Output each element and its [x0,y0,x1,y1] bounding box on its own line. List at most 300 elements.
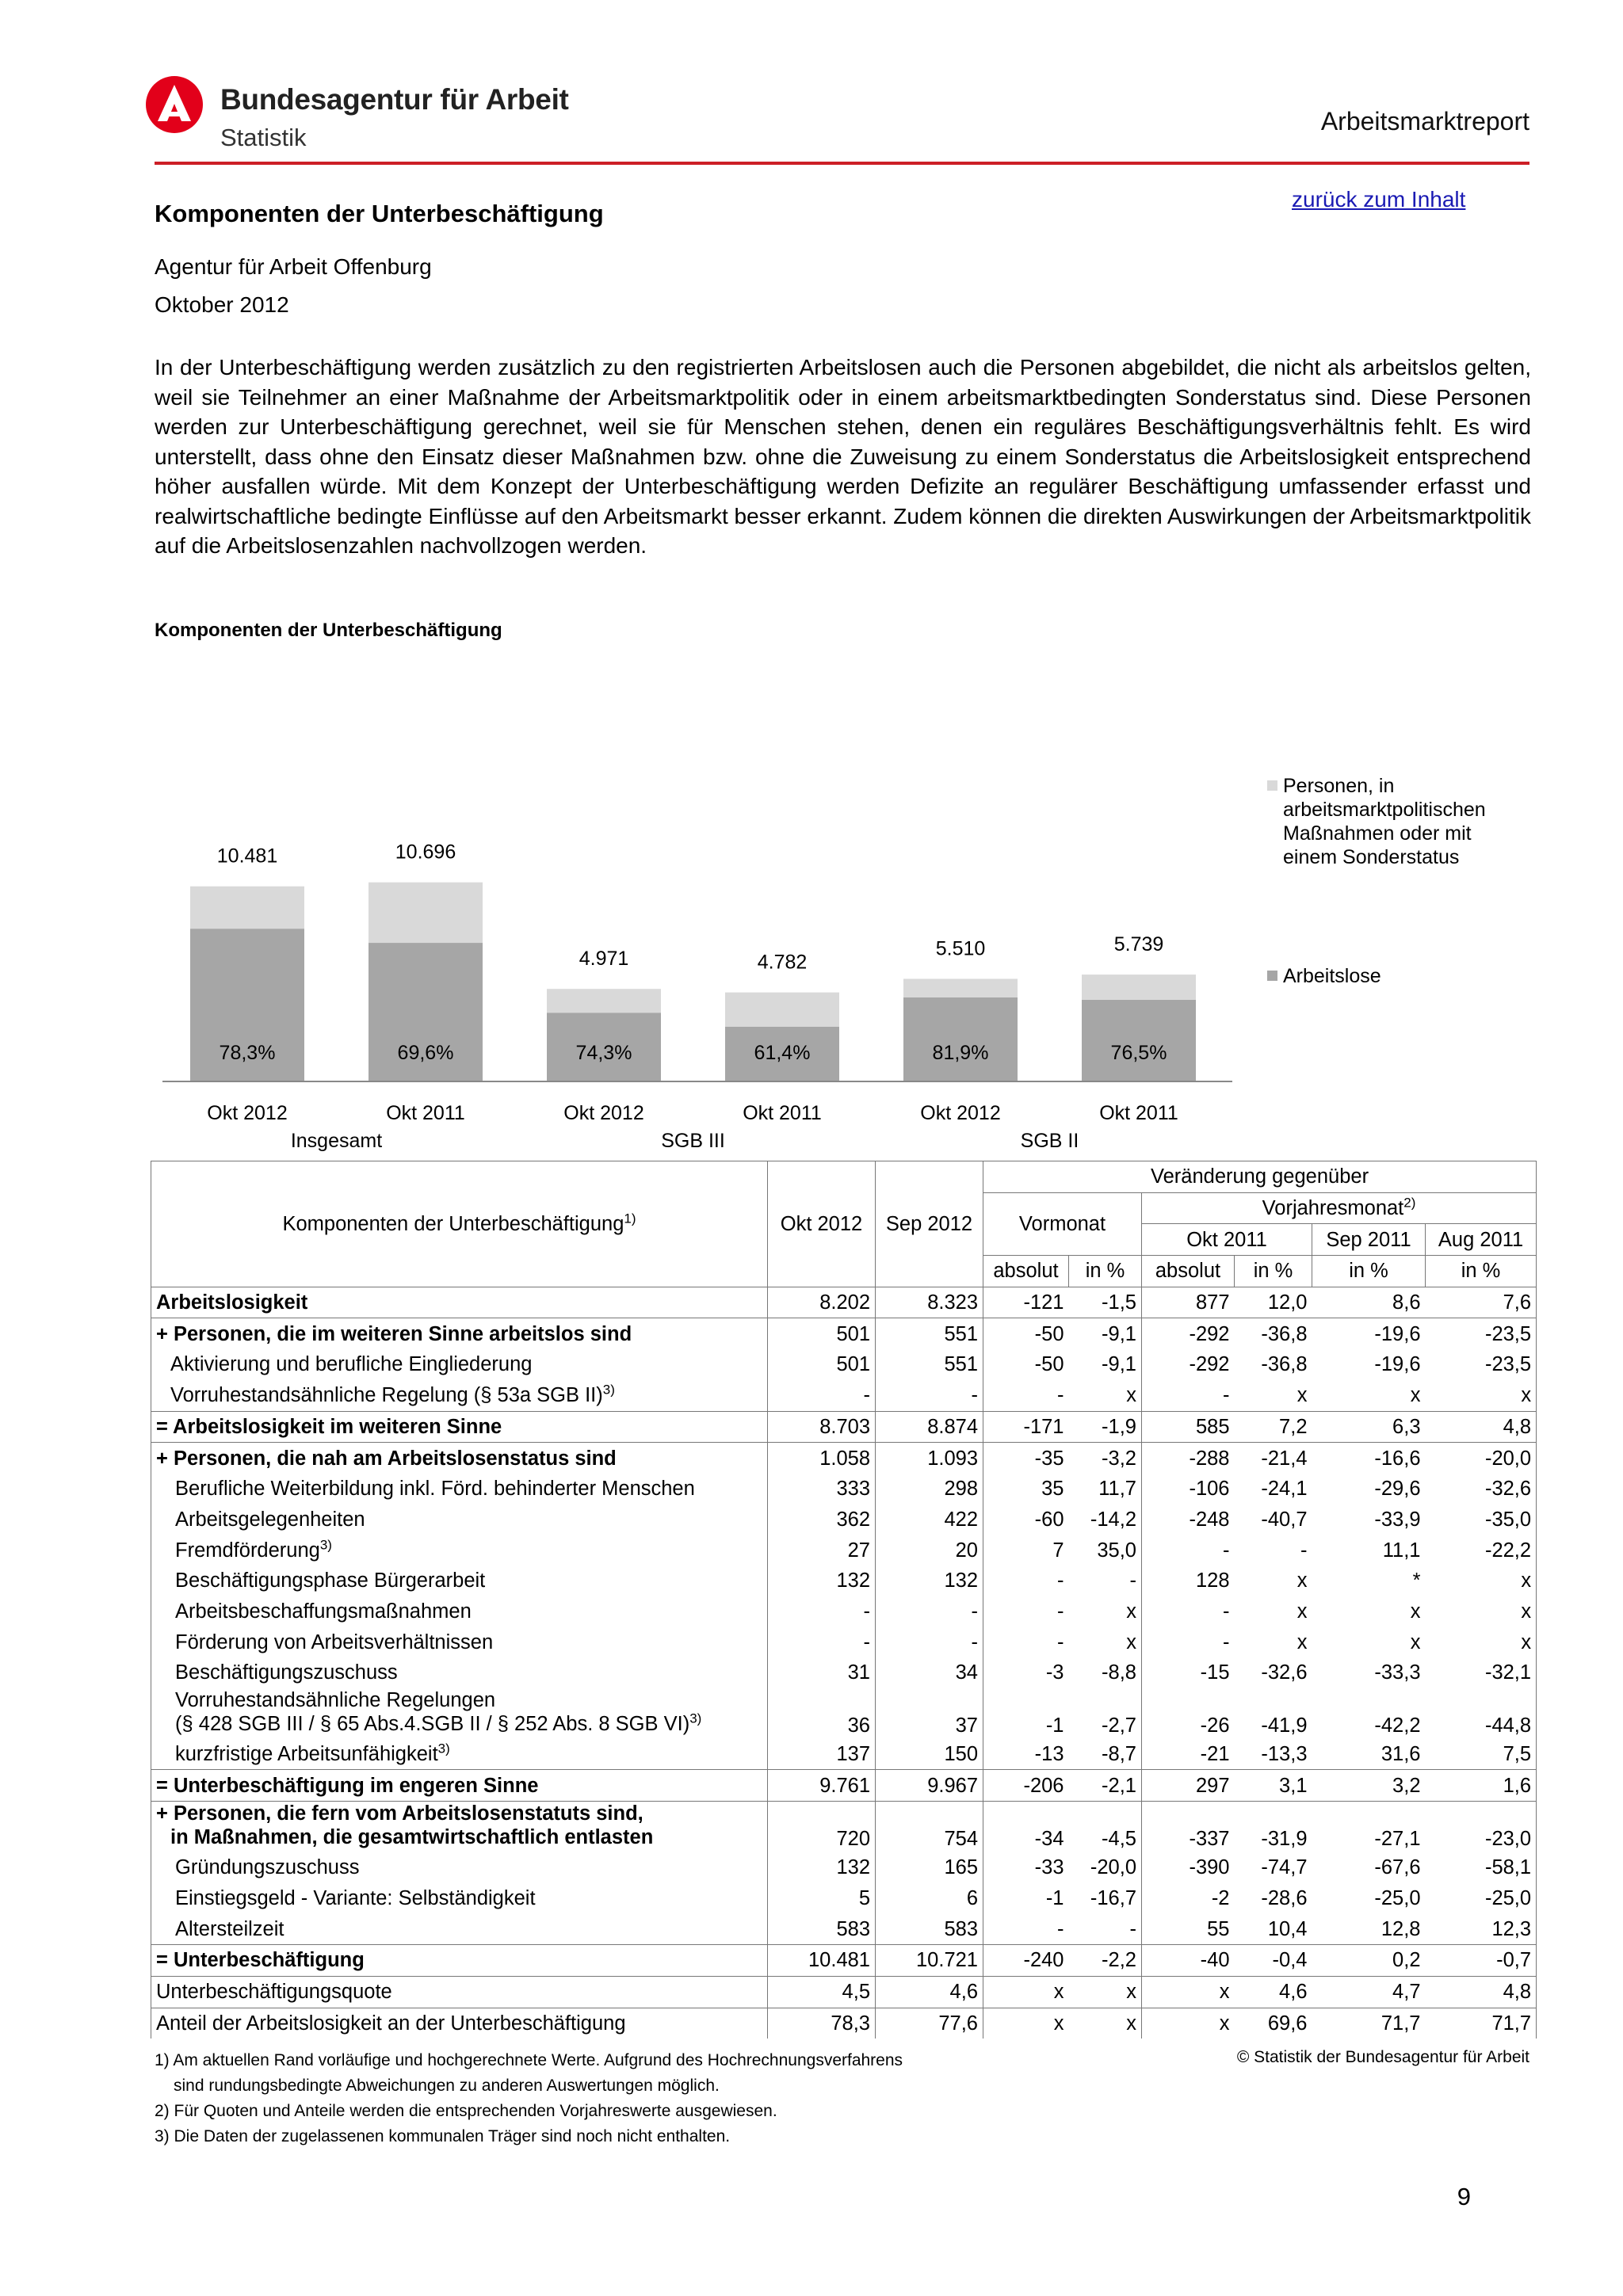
bar-segment-massnahmen [369,883,483,943]
table-cell: -34 [983,1802,1069,1853]
table-cell: * [1412,1569,1421,1592]
table-cell: -14,2 [1090,1508,1136,1531]
share-label: 74,3% [575,1042,632,1064]
category-label: Okt 2012 [920,1102,1001,1124]
table-cell: - [983,1596,1069,1627]
table-cell: 0,2 [1312,1945,1426,1977]
table-cell: 35 [983,1474,1069,1505]
table-row [151,1596,1537,1627]
components-table [151,1161,1536,2039]
org-subtitle: Statistik [220,124,307,151]
table-cell: - [1142,1627,1235,1657]
intro-paragraph: In der Unterbeschäftigung werden zusätzlich zu den registrierten Arbeitslosen auch die Personen abgebildet, die nicht als arbeitslos gelten, weil sie Teilnehmer an einer Maßnahme der Arbeitsmarktpolitik oder in einem arbeitsmarktbedingten Sonderstatus sind. Diese Personen werden zur Unterbeschäftigung gerechnet, weil sie für Menschen stehen, denen ein reguläres Beschäftigungsverhältnis fehlt. Es wird unterstellt, dass ohne den Einsatz dieser Maßnahmen bzw. ohne die Zuweisung zu einem Sonderstatus die Arbeitslosigkeit entsprechend höher ausfallen würde. Mit dem Konzept der Unterbeschäftigung werden Defizite an regulärer Beschäftigung umfassender erfasst und realwirtschaftliche bedingte Einflüsse auf den Arbeitsmarkt besser erkannt. Zudem können die direkten Auswirkungen der Arbeitsmarktpolitik auf die Arbeitslosenzahlen nachvollzogen werden. [155,355,1531,558]
table-cell: 11,7 [1098,1478,1136,1501]
table-row [151,1657,1537,1688]
share-label: 81,9% [932,1042,989,1064]
table-cell: -292 [1142,1349,1235,1380]
share-label: 69,6% [397,1042,454,1064]
table-cell: - [983,1566,1069,1596]
table-cell: -13,3 [1235,1739,1312,1770]
table-header-sep2012: Sep 2012 [876,1161,983,1287]
table-cell: -21,4 [1261,1447,1308,1470]
table-cell: - [1142,1535,1235,1566]
table-cell: -25,0 [1374,1887,1421,1910]
table-cell: -1,5 [1069,1287,1142,1318]
total-label: 5.739 [1113,933,1164,956]
table-row [151,1770,1537,1802]
table-cell: 10,4 [1235,1913,1312,1944]
table-cell: -32,1 [1426,1657,1537,1688]
chart-title: Komponenten der Unterbeschäftigung [155,620,502,641]
table-header-absolut: absolut [1142,1256,1235,1287]
table-cell: -27,1 [1374,1828,1421,1851]
table-cell: x [1142,1976,1235,2008]
table-cell: x [1410,1600,1421,1623]
table-cell: -28,6 [1261,1887,1308,1910]
group-label: Insgesamt [290,1130,383,1152]
table-cell: x [1069,1380,1142,1411]
table-cell: 36 [768,1688,876,1739]
table-cell: -29,6 [1374,1478,1421,1501]
table-cell: -36,8 [1261,1322,1308,1345]
table-cell: x [1142,2008,1235,2039]
table-row [151,1287,1537,1318]
row-label: = Unterbeschäftigung [151,1945,768,1977]
table-cell: -32,6 [1261,1661,1308,1684]
table-cell: 12,8 [1312,1913,1426,1944]
table-cell: 12,0 [1235,1287,1312,1318]
legend-label: Maßnahmen oder mit [1283,822,1472,845]
table-cell: -19,6 [1374,1322,1421,1345]
table-row [151,1318,1537,1349]
row-label: + Personen, die fern vom Arbeitslosenstatuts sind, in Maßnahmen, die gesamtwirtschaftlich entlasten [151,1802,768,1853]
table-cell: x [983,1976,1069,2008]
table-cell: -60 [983,1505,1069,1535]
table-cell: 501 [768,1318,876,1349]
table-cell: 11,1 [1382,1539,1421,1562]
legend-swatch [1267,780,1277,791]
table-cell: -248 [1142,1505,1235,1535]
table-cell: 8,6 [1312,1287,1426,1318]
page-number: 9 [1457,2183,1471,2210]
table-cell: 6 [876,1883,983,1914]
table-row [151,1739,1537,1770]
table-cell: - [768,1596,876,1627]
table-row [151,1883,1537,1914]
table-cell: x [1126,1630,1136,1653]
table-row [151,1411,1537,1443]
table-cell: 1.093 [876,1443,983,1474]
table-header-pct: in % [1235,1256,1312,1287]
row-label: Beschäftigungsphase Bürgerarbeit [151,1566,768,1596]
table-cell: 8.703 [768,1411,876,1443]
table-header-row-label: Komponenten der Unterbeschäftigung$^{1)}$ [151,1161,768,1287]
table-cell: 9.967 [876,1770,983,1802]
row-label: = Unterbeschäftigung im engeren Sinne [151,1770,768,1802]
table-cell: 8.323 [876,1287,983,1318]
table-cell: -33,9 [1374,1508,1421,1531]
table-cell: 298 [876,1474,983,1505]
table-row [151,1852,1537,1883]
table-row [151,1913,1537,1944]
table-cell: -0,7 [1426,1945,1537,1977]
table-cell: 165 [876,1852,983,1883]
table-cell: x [1426,1627,1537,1657]
table-header-pct: in % [1312,1256,1426,1287]
table-row [151,1443,1537,1474]
table-cell: 31,6 [1312,1739,1426,1770]
table-cell: -9,1 [1102,1322,1136,1345]
row-label: Arbeitsgelegenheiten [151,1505,768,1535]
table-cell: 77,6 [876,2008,983,2039]
bar-segment-massnahmen [903,979,1018,997]
table-cell: -67,6 [1374,1856,1421,1879]
row-label: Aktivierung und berufliche Eingliederung [151,1349,768,1380]
table-cell: -32,6 [1426,1474,1537,1505]
table-cell: -50 [983,1349,1069,1380]
table-cell: -2,2 [1069,1945,1142,1977]
table-cell: 583 [876,1913,983,1944]
table-cell: -3 [983,1657,1069,1688]
table-header-veraenderung: Veränderung gegenüber [983,1161,1537,1193]
legend-label: Personen, in [1283,775,1395,797]
table-cell: - [983,1380,1069,1411]
table-cell: - [1300,1539,1308,1562]
table-cell: 20 [876,1535,983,1566]
table-cell: 720 [768,1802,876,1853]
table-cell: -1 [983,1883,1069,1914]
table-cell: 132 [768,1852,876,1883]
table-cell: 583 [768,1913,876,1944]
table-cell: -25,0 [1426,1883,1537,1914]
table-cell: 132 [768,1566,876,1596]
table-cell: 10.481 [768,1945,876,1977]
table-cell: x [983,2008,1069,2039]
table-cell: x [1126,2012,1136,2035]
table-cell: x [1296,1630,1308,1653]
table-cell: -31,9 [1261,1828,1308,1851]
table-cell: 8.202 [768,1287,876,1318]
table-cell: -33 [983,1852,1069,1883]
table-cell: 8.874 [876,1411,983,1443]
table-row [151,1566,1537,1596]
table-row [151,1976,1537,2008]
row-label: Gründungszuschuss [151,1852,768,1883]
table-cell: 333 [768,1474,876,1505]
copyright-note: © Statistik der Bundesagentur für Arbeit [1236,2048,1529,2066]
table-cell: -8,8 [1102,1661,1136,1684]
table-cell: -41,9 [1261,1714,1308,1737]
table-cell: - [1129,1569,1136,1592]
table-cell: 34 [876,1657,983,1688]
table-cell: -26 [1142,1688,1235,1739]
table-cell: -4,5 [1102,1828,1136,1851]
table-cell: - [876,1596,983,1627]
table-cell: -9,1 [1102,1353,1136,1376]
table-row [151,2008,1537,2039]
category-label: Okt 2012 [207,1102,288,1124]
table-cell: 150 [876,1739,983,1770]
footnote: 1) Am aktuellen Rand vorläufige und hochgerechnete Werte. Aufgrund des Hochrechnungsverfahrens [155,2051,903,2069]
table-cell: 35,0 [1097,1539,1136,1562]
table-cell: -21 [1142,1739,1235,1770]
table-cell: - [983,1913,1069,1944]
row-label: Arbeitsbeschaffungsmaßnahmen [151,1596,768,1627]
table-header-okt2012: Okt 2012 [768,1161,876,1287]
table-cell: x [1426,1566,1537,1596]
legend-label: einem Sonderstatus [1283,846,1460,868]
table-cell: -3,2 [1102,1447,1136,1470]
table-cell: 4,8 [1426,1411,1537,1443]
table-cell: -19,6 [1374,1353,1421,1376]
stacked-bar-chart [155,761,1541,1157]
legend-label: Arbeitslose [1283,965,1381,987]
table-cell: x [1235,1380,1312,1411]
share-label: 61,4% [754,1042,811,1064]
total-label: 5.510 [935,937,986,960]
bar-segment-arbeitslose [1082,1000,1196,1081]
table-cell: 7,5 [1426,1739,1537,1770]
table-cell: 422 [876,1505,983,1535]
row-label: Anteil der Arbeitslosigkeit an der Unterbeschäftigung [151,2008,768,2039]
table-cell: 78,3 [768,2008,876,2039]
table-cell: -206 [983,1770,1069,1802]
footnote: sind rundungsbedingte Abweichungen zu anderen Auswertungen möglich. [174,2077,720,2095]
table-row [151,1380,1537,1411]
table-cell: x [1296,1600,1308,1623]
table-cell: -390 [1142,1852,1235,1883]
table-cell: -15 [1142,1657,1235,1688]
table-cell: - [1142,1380,1235,1411]
table-cell: -20,0 [1426,1443,1537,1474]
table-cell: -23,0 [1426,1802,1537,1853]
table-cell: -8,7 [1069,1739,1142,1770]
table-cell: 4,8 [1426,1976,1537,2008]
table-row [151,1535,1537,1566]
table-cell: 9.761 [768,1770,876,1802]
table-row [151,1349,1537,1380]
row-label: Vorruhestandsähnliche Regelung (§ 53a SGB II)$^{3)}$ [151,1380,768,1411]
table-cell: - [768,1627,876,1657]
table-cell: -22,2 [1426,1535,1537,1566]
table-cell: 5 [768,1883,876,1914]
table-cell: -35,0 [1426,1505,1537,1535]
table-cell: 501 [768,1349,876,1380]
table-cell: x [1426,1380,1537,1411]
table-cell: -2,7 [1102,1714,1136,1737]
table-cell: x [1296,1569,1308,1592]
table-cell: - [1069,1913,1142,1944]
table-cell: 551 [876,1318,983,1349]
table-cell: 7,6 [1426,1287,1537,1318]
org-name: Bundesagentur für Arbeit [220,83,569,116]
table-cell: 27 [768,1535,876,1566]
table-cell: -2 [1142,1883,1235,1914]
ba-logo-icon [145,75,204,134]
table-cell: -1,9 [1069,1411,1142,1443]
table-cell: -36,8 [1261,1353,1308,1376]
table-cell: -288 [1142,1443,1235,1474]
table-cell: - [1142,1596,1235,1627]
table-cell: 4,5 [768,1976,876,2008]
row-label: = Arbeitslosigkeit im weiteren Sinne [151,1411,768,1443]
table-cell: -0,4 [1235,1945,1312,1977]
table-cell: 12,3 [1426,1913,1537,1944]
share-label: 76,5% [1110,1042,1167,1064]
table-cell: 551 [876,1349,983,1380]
row-label: Fremdförderung$^{3)}$ [151,1535,768,1566]
table-cell: - [876,1380,983,1411]
footnote: 2) Für Quoten und Anteile werden die entsprechenden Vorjahreswerte ausgewiesen. [155,2102,777,2120]
table-cell: -16,6 [1374,1447,1421,1470]
table-cell: 3,2 [1312,1770,1426,1802]
page-title: Komponenten der Unterbeschäftigung [155,200,604,227]
legend-swatch [1267,971,1277,981]
table-header-okt2011: Okt 2011 [1142,1224,1312,1256]
bar-segment-massnahmen [1082,974,1196,1000]
table-cell: x [1426,1596,1537,1627]
table-cell: -337 [1142,1802,1235,1853]
table-cell: -106 [1142,1474,1235,1505]
table-header-aug2011: Aug 2011 [1426,1224,1537,1256]
total-label: 10.696 [395,841,456,864]
row-label: kurzfristige Arbeitsunfähigkeit$^{3)}$ [151,1739,768,1770]
table-cell: 4,7 [1312,1976,1426,2008]
table-cell: 4,6 [876,1976,983,2008]
table-cell: 1,6 [1426,1770,1537,1802]
table-cell: -23,5 [1426,1349,1537,1380]
table-cell: - [876,1627,983,1657]
group-label: SGB III [661,1130,725,1152]
table-cell: 137 [768,1739,876,1770]
table-cell: 71,7 [1381,2012,1421,2035]
row-label: Unterbeschäftigungsquote [151,1976,768,2008]
back-to-contents-link[interactable]: zurück zum Inhalt [1292,187,1466,212]
bar-segment-massnahmen [547,989,661,1013]
table-row [151,1474,1537,1505]
table-cell: -2,1 [1069,1770,1142,1802]
category-label: Okt 2011 [743,1102,822,1124]
table-cell: 31 [768,1657,876,1688]
table-cell: x [1126,1600,1136,1623]
table-cell: 7 [983,1535,1069,1566]
table-cell: -24,1 [1261,1478,1308,1501]
table-cell: 128 [1142,1566,1235,1596]
row-label: + Personen, die im weiteren Sinne arbeitslos sind [151,1318,768,1349]
report-title: Arbeitsmarktreport [1320,107,1529,135]
table-cell: -171 [983,1411,1069,1443]
category-label: Okt 2012 [563,1102,644,1124]
table-cell: 132 [876,1566,983,1596]
row-label: Vorruhestandsähnliche Regelungen (§ 428 SGB III / § 65 Abs.4.SGB II / § 252 Abs. 8 SGB VI)$^{3)}$ [151,1688,768,1739]
table-cell: 754 [876,1802,983,1853]
total-label: 4.782 [757,951,808,974]
table-cell: 7,2 [1235,1411,1312,1443]
table-cell: -40 [1142,1945,1235,1977]
table-header-sep2011: Sep 2011 [1312,1224,1426,1256]
table-cell: 37 [876,1688,983,1739]
table-cell: x [1312,1380,1426,1411]
table-cell: -16,7 [1090,1887,1136,1910]
table-header-pct: in % [1426,1256,1537,1287]
table-cell: -58,1 [1426,1852,1537,1883]
table-cell: -50 [983,1318,1069,1349]
share-label: 78,3% [219,1042,276,1064]
legend-label: arbeitsmarktpolitischen [1283,799,1486,821]
row-label: Altersteilzeit [151,1913,768,1944]
table-cell: -44,8 [1426,1688,1537,1739]
group-label: SGB II [1020,1130,1079,1152]
header-divider [155,162,1529,165]
table-cell: 585 [1142,1411,1235,1443]
table-cell: 71,7 [1426,2008,1537,2039]
table-cell: 69,6 [1267,2012,1308,2035]
table-cell: 3,1 [1235,1770,1312,1802]
table-cell: 6,3 [1312,1411,1426,1443]
category-label: Okt 2011 [1099,1102,1178,1124]
table-row [151,1802,1537,1853]
table-cell: -20,0 [1090,1856,1136,1879]
table-cell: 4,6 [1235,1976,1312,2008]
footnote: 3) Die Daten der zugelassenen kommunalen Träger sind noch nicht enthalten. [155,2127,731,2145]
table-header-pct: in % [1069,1256,1142,1287]
table-cell: -74,7 [1261,1856,1308,1879]
table-row [151,1627,1537,1657]
table-cell: -240 [983,1945,1069,1977]
table-cell: -35 [983,1443,1069,1474]
bar-segment-arbeitslose [903,997,1018,1081]
row-label: Einstiegsgeld - Variante: Selbständigkeit [151,1883,768,1914]
table-cell: 10.721 [876,1945,983,1977]
table-cell: x [1069,1976,1142,2008]
agency-name: Agentur für Arbeit Offenburg [155,254,432,279]
table-cell: -1 [983,1688,1069,1739]
table-cell: x [1410,1630,1421,1653]
row-label: Förderung von Arbeitsverhältnissen [151,1627,768,1657]
table-header-vorjahresmonat: Vorjahresmonat$^{2)}$ [1142,1192,1537,1224]
table-cell: - [983,1627,1069,1657]
bar-segment-massnahmen [190,887,304,929]
table-header-vormonat: Vormonat [983,1192,1142,1255]
table-cell: -292 [1142,1318,1235,1349]
total-label: 10.481 [216,845,278,868]
table-header-absolut: absolut [983,1256,1069,1287]
table-cell: 55 [1142,1913,1235,1944]
table-cell: -42,2 [1374,1714,1421,1737]
row-label: Beschäftigungszuschuss [151,1657,768,1688]
row-label: Arbeitslosigkeit [151,1287,768,1318]
report-month: Oktober 2012 [155,292,289,317]
row-label: + Personen, die nah am Arbeitslosenstatus sind [151,1443,768,1474]
table-cell: -23,5 [1426,1318,1537,1349]
table-cell: -13 [983,1739,1069,1770]
table-row [151,1688,1537,1739]
table-cell: -121 [983,1287,1069,1318]
category-label: Okt 2011 [386,1102,465,1124]
table-cell: - [768,1380,876,1411]
total-label: 4.971 [579,948,629,971]
table-cell: -33,3 [1374,1661,1421,1684]
table-cell: 1.058 [768,1443,876,1474]
table-row [151,1505,1537,1535]
table-cell: 877 [1142,1287,1235,1318]
bar-segment-massnahmen [725,993,839,1027]
row-label: Berufliche Weiterbildung inkl. Förd. behinderter Menschen [151,1474,768,1505]
table-row [151,1945,1537,1977]
table-cell: -40,7 [1261,1508,1308,1531]
table-cell: 362 [768,1505,876,1535]
table-cell: 297 [1142,1770,1235,1802]
